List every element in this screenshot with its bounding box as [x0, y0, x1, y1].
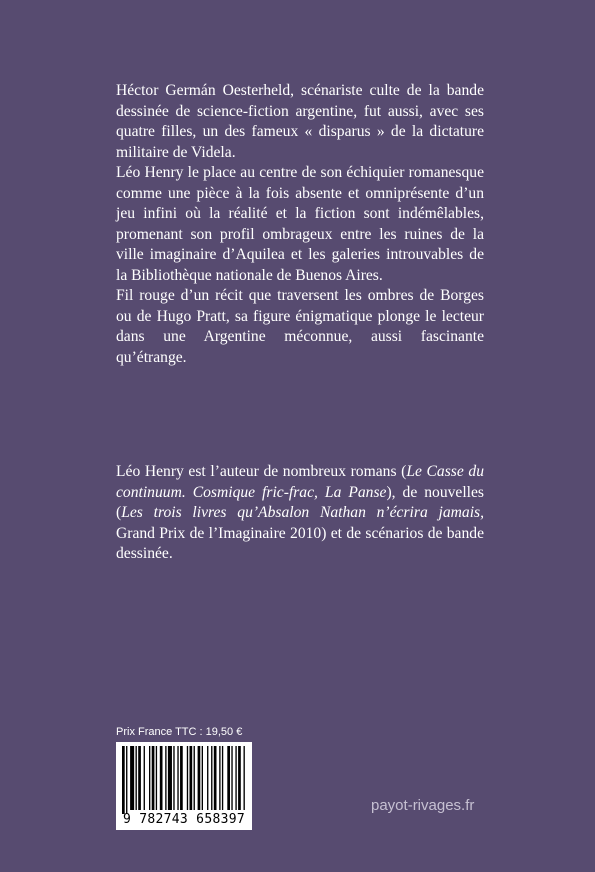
barcode-bar [238, 746, 241, 810]
barcode-bar [198, 746, 201, 810]
author-bio [116, 462, 484, 565]
barcode-bar [202, 746, 203, 810]
barcode-bar [231, 746, 232, 810]
barcode-bar [219, 746, 220, 810]
bio-italic-novels: Le Casse du continuum. Cosmique fric-frac, La Panse [116, 463, 484, 501]
barcode-bar [122, 746, 125, 814]
barcode-bar [144, 746, 145, 810]
barcode-bar [214, 746, 217, 810]
barcode-bar [177, 746, 178, 810]
barcode-bar [149, 746, 150, 810]
barcode-bar [227, 746, 230, 810]
bio-text-2: ), de nouvelles ( [116, 483, 484, 521]
barcode-bar [165, 746, 166, 810]
blurb-paragraph-1: Héctor Germán Oesterheld, scénariste culte de la bande dessinée de science-fiction argentine, fut aussi, avec ses quatre filles, un des fameux « disparus » de la dictature militaire de Videla. [116, 82, 484, 161]
barcode-bar [235, 746, 236, 810]
barcode-bar [211, 746, 212, 810]
barcode [116, 742, 252, 830]
blurb-paragraph-2: Léo Henry le place au centre de son échiquier romanesque comme une pièce à la fois absente et omniprésente d’un jeu infini où la réalité et la fiction sont indémêlables, promenant son profil ombrageux entre les ruines de la ville imaginaire d’Aquilea et les galeries introuvables de la Bibliothèque nationale de Buenos Aires. [116, 164, 484, 284]
bio-text-1: Léo Henry est l’auteur de nombreux romans ( [116, 463, 407, 480]
barcode-bar [138, 746, 141, 810]
price-label: Prix France TTC : 19,50 € [116, 726, 243, 738]
author-bio-paragraph [116, 462, 484, 565]
barcode-bar [244, 746, 245, 810]
barcode-bar [180, 746, 183, 810]
publisher-website: payot-rivages.fr [371, 797, 475, 814]
barcode-bar [126, 746, 127, 814]
back-cover-blurb [116, 81, 484, 368]
barcode-bar [207, 746, 208, 810]
barcode-bar [173, 746, 174, 810]
bio-text-3: Grand Prix de l’Imaginaire 2010) et de scénarios de bande dessinée. [116, 524, 484, 562]
bio-italic-short-stories: Les trois livres qu’Absalon Nathan n’écrira jamais, [121, 504, 484, 521]
barcode-bar [194, 746, 195, 810]
barcode-bar [222, 746, 223, 810]
barcode-bar [136, 746, 137, 810]
blurb-paragraph-3: Fil rouge d’un récit que traversent les ombres de Borges ou de Hugo Pratt, sa figure énigmatique plonge le lecteur dans une Argentine méconnue, aussi fascinante qu’étrange. [116, 287, 484, 366]
barcode-bar [168, 746, 172, 810]
barcode-bar [130, 746, 134, 810]
isbn-number: 9 782743 658397 [123, 812, 245, 827]
barcode-bar [187, 746, 188, 810]
barcode-bar [152, 746, 155, 810]
barcode-bar [160, 746, 163, 810]
barcode-bar [156, 746, 157, 810]
barcode-bar [190, 746, 193, 810]
